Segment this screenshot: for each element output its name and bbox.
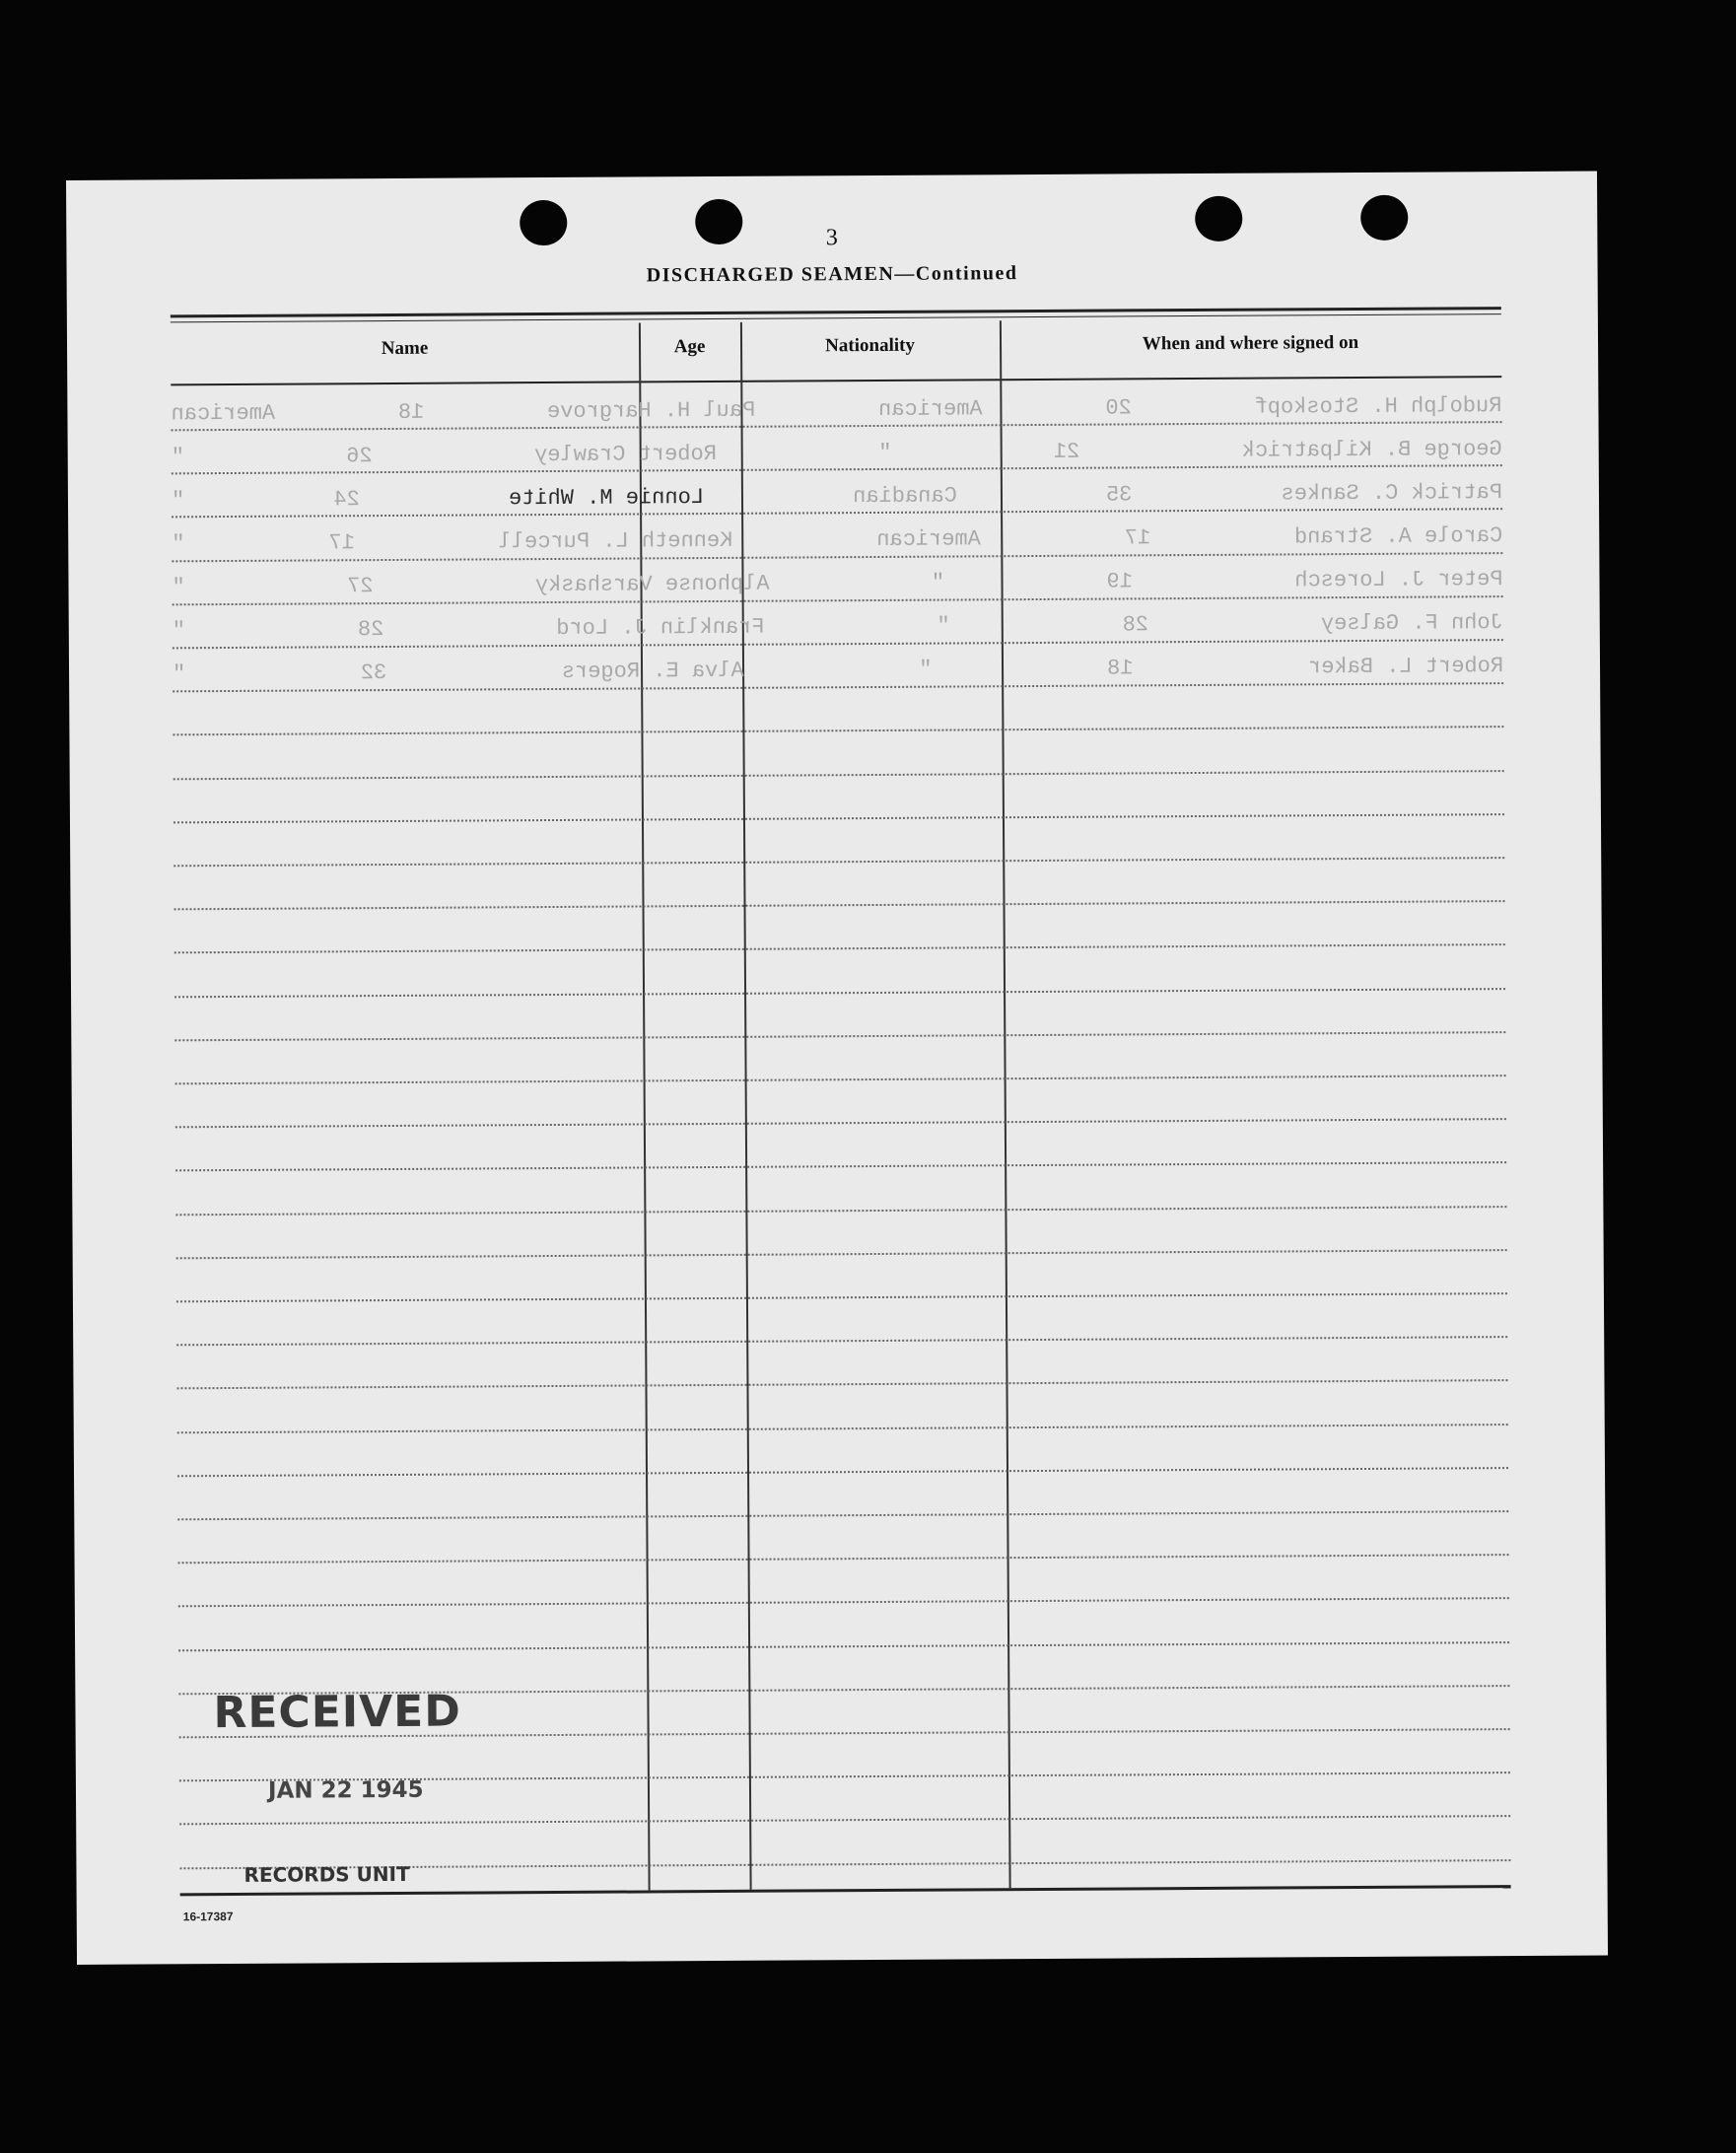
column-header-nationality: Nationality (825, 334, 915, 357)
bleed-through-row: Peter J. Loresch 19 " Alphonse Varshasky 27 " (172, 567, 1503, 600)
ruled-line (175, 1118, 1506, 1128)
ruled-line (176, 1336, 1507, 1346)
ruled-line (175, 1075, 1506, 1084)
received-date-stamp: JAN 22 1945 (267, 1776, 424, 1804)
bleed-through-row: George B. Kilpatrick 21 " Robert Crawley 26 " (171, 437, 1502, 470)
page-number: 3 (825, 225, 838, 251)
column-header-age: Age (673, 336, 706, 358)
ruled-line (173, 726, 1503, 735)
ruled-line (176, 1292, 1507, 1302)
bleed-through-row: Robert L. Baker 18 " Alva E. Rogers 32 " (172, 654, 1504, 687)
ruled-line (174, 988, 1505, 998)
form-bottom-rule (180, 1885, 1511, 1896)
header-top-rule (171, 307, 1501, 317)
received-stamp: RECEIVED (213, 1686, 461, 1739)
ruled-line (174, 813, 1504, 823)
ruled-line (174, 770, 1504, 780)
ruled-line (177, 1467, 1508, 1477)
ruled-line (175, 1206, 1506, 1215)
ruled-rows (66, 172, 1597, 180)
header-bottom-rule (171, 376, 1501, 385)
column-header-signed-on: When and where signed on (1142, 331, 1359, 355)
ruled-line (177, 1424, 1508, 1433)
column-header-name: Name (381, 337, 429, 360)
bleed-through-row: Rudolph H. Stoskopf 20 American Paul H. Hargrove 18 American (171, 393, 1502, 427)
ruled-line (174, 943, 1505, 953)
ruled-line (178, 1554, 1509, 1563)
form-title: DISCHARGED SEAMEN—Continued (646, 262, 1018, 287)
ruled-line (178, 1641, 1509, 1651)
ruled-line (175, 1161, 1506, 1171)
bleed-through-row: Patrick C. Sankes 35 Canadian Lonnie M. White 24 " (171, 480, 1503, 514)
ruled-line (176, 1249, 1507, 1259)
ruled-line (179, 1815, 1510, 1825)
bleed-through-row: John F. Galsey 28 " Franklin J. Lord 28 " (172, 610, 1503, 644)
ruled-line (174, 857, 1504, 867)
form-number: 16-17387 (182, 1909, 234, 1924)
ruled-line (178, 1597, 1509, 1607)
ruled-line (174, 900, 1505, 910)
bleed-through-row: Carole A. Strand 17 American Kenneth L. Purcell 17 " (172, 523, 1503, 557)
records-unit-stamp: RECORDS UNIT (243, 1861, 410, 1887)
ruled-line (174, 1031, 1505, 1041)
ruled-line (176, 1379, 1507, 1389)
discharged-seamen-form-page (66, 172, 1608, 1965)
ruled-line (177, 1510, 1508, 1520)
